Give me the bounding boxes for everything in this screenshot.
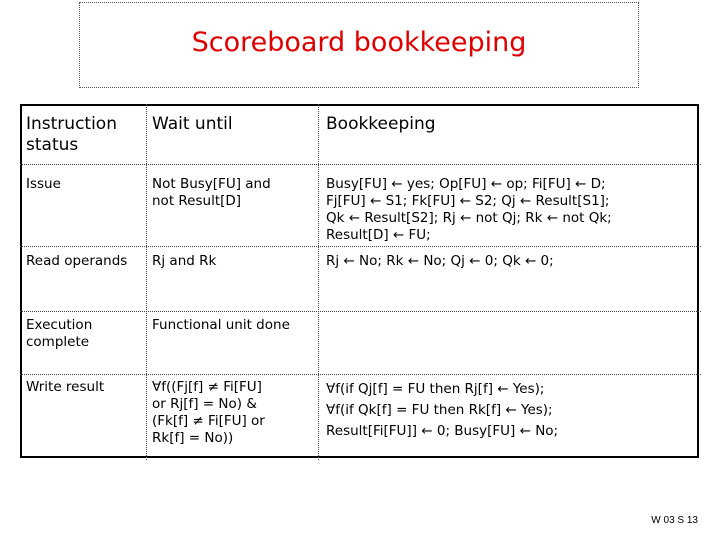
row-execution-complete-wait: Functional unit done [152, 317, 290, 333]
row-write-result-bookkeeping: ∀f(if Qj[f] = FU then Rj[f] ← Yes); ∀f(if Qk[f] = FU then Rk[f] ← Yes); Result[Fi[FU]] ← 0; Busy[FU] ← No; [326, 381, 559, 439]
row-write-result-wait: ∀f((Fj[f] ≠ Fi[FU] or Rj[f] = No) & (Fk[f] ≠ Fi[FU] or Rk[f] = No)) [152, 379, 265, 446]
row-execution-complete-status: Execution complete [26, 317, 93, 350]
row-read-operands-wait: Rj and Rk [152, 253, 217, 269]
row-issue-wait: Not Busy[FU] and not Result[D] [152, 176, 271, 209]
row-divider [20, 374, 701, 375]
row-read-operands-status: Read operands [26, 253, 128, 269]
row-issue-bookkeeping: Busy[FU] ← yes; Op[FU] ← op; Fi[FU] ← D; Fj[FU] ← S1; Fk[FU] ← S2; Qj ← Result[S1]; Qk ← Result[S2]; Rj ← not Qj; Rk ← not Qk; Result[D] ← FU; [326, 176, 612, 243]
scoreboard-table [20, 104, 699, 458]
slide-footer: W 03 S 13 [651, 515, 698, 526]
header-bookkeeping: Bookkeeping [326, 114, 436, 134]
row-divider [20, 246, 701, 247]
column-divider [318, 104, 319, 460]
header-instruction-status: Instruction status [26, 114, 117, 155]
row-issue-status: Issue [26, 176, 61, 192]
header-wait-until: Wait until [152, 114, 233, 134]
row-write-result-status: Write result [26, 379, 105, 395]
row-divider [20, 164, 701, 165]
column-divider [146, 104, 147, 460]
row-read-operands-bookkeeping: Rj ← No; Rk ← No; Qj ← 0; Qk ← 0; [326, 253, 554, 269]
title-box [79, 2, 639, 88]
slide-title: Scoreboard bookkeeping [191, 27, 527, 58]
row-divider [20, 311, 701, 312]
